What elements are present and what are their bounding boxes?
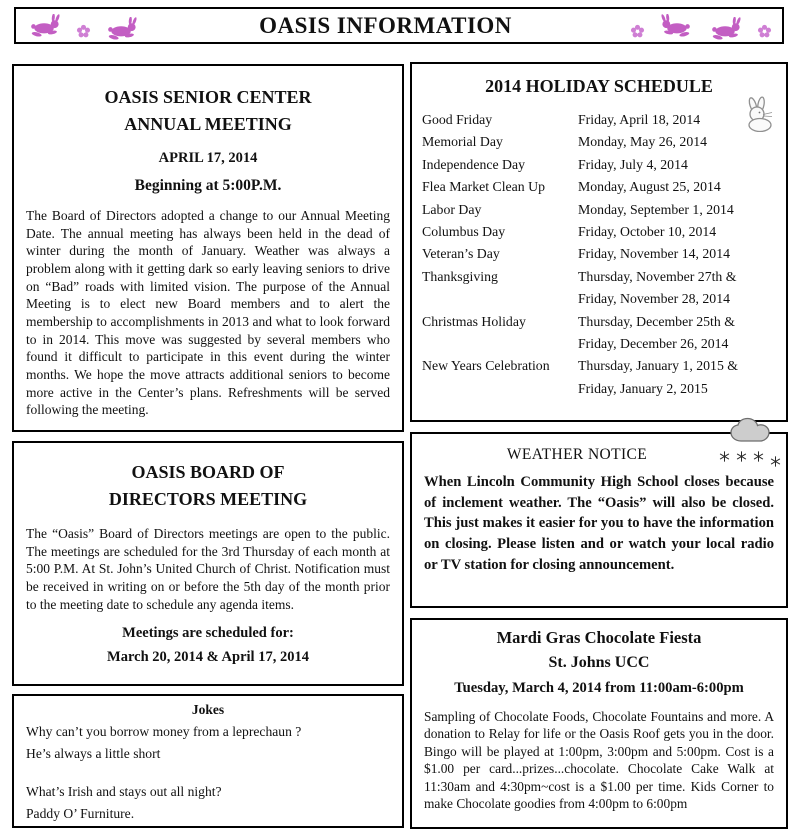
holiday-schedule-title: 2014 HOLIDAY SCHEDULE: [485, 76, 713, 96]
board-meeting-title-line2: DIRECTORS MEETING: [108, 489, 308, 509]
annual-meeting-time: Beginning at 5:00P.M.: [134, 177, 282, 194]
snow-cloud-icon: [714, 416, 786, 462]
annual-meeting-title-line1: OASIS SENIOR CENTER: [104, 87, 312, 107]
header-banner: [14, 7, 784, 44]
annual-meeting-body: The Board of Directors adopted a change to our Annual Meeting Date. The annual meeting has always been held in the dead of winter during the month of January. Weather was always a problem along with it getting dark so early leaving seniors to drive on “Bad” roads with limited vision. The purpose of the Annual Meeting is to elect new Board members and to alert the membership to accomplishments in 2013 and what to look forward to in 2014. This move was suggested by several members who found it difficult to participate in this event during the winter months. We hope the move attracts additional seniors to become more active in the Center’s plans. Refreshments will be served following the meeting.: [26, 208, 390, 418]
weather-notice-body: When Lincoln Community High School closes because of inclement weather. The “Oasis” will also be closed. This just makes it easier for you to have the information on closing. Please listen and or watch your local radio or TV station for closing announcement.: [424, 474, 774, 573]
board-meeting-schedule-dates: March 20, 2014 & April 17, 2014: [107, 649, 309, 666]
table-row: Christmas Holiday Thursday, December 25th & Friday, December 26, 2014: [422, 313, 735, 352]
rabbit-icon: [26, 14, 64, 38]
mardi-gras-section: [410, 618, 788, 829]
flower-icon: [76, 24, 91, 39]
annual-meeting-section: [12, 64, 404, 432]
header-right-decorations: [630, 14, 772, 38]
table-row: Labor Day Monday, September 1, 2014: [422, 201, 734, 217]
table-row: Independence Day Friday, July 4, 2014: [422, 156, 688, 172]
flower-icon: [630, 24, 645, 39]
snowflake-icon: [719, 451, 730, 462]
snowflake-icon: [770, 456, 781, 467]
table-row: Flea Market Clean Up Monday, August 25, 2014: [422, 179, 721, 195]
mardi-gras-body: Sampling of Chocolate Foods, Chocolate Fountains and more. A donation to Relay for life or the Oasis Roof gets you in the door. Bingo will be played at 1:00pm, 3:00pm and 5:00pm. Cost is a $1.00 per card...prizes...chocolate. Chocolate Cake Walk at 11:30am and 4:30pm~cost is a $1.00 per time. Kids Corner to make Chocolate goodies from 4:00pm to 6:00pm: [424, 709, 774, 812]
annual-meeting-date: APRIL 17, 2014: [158, 150, 258, 166]
table-row: Veteran’s Day Friday, November 14, 2014: [422, 246, 730, 262]
mardi-gras-datetime: Tuesday, March 4, 2014 from 11:00am-6:00pm: [454, 680, 744, 696]
joke-line: What’s Irish and stays out all night?: [26, 784, 222, 799]
board-meeting-title-line1: OASIS BOARD OF: [131, 462, 285, 482]
joke-line: He’s always a little short: [26, 746, 161, 761]
table-row: Memorial Day Monday, May 26, 2014: [422, 134, 708, 150]
weather-notice-title: WEATHER NOTICE: [506, 446, 648, 463]
holiday-schedule-table: [412, 109, 786, 400]
board-meeting-body: The “Oasis” Board of Directors meetings are open to the public. The meetings are scheduled for the 3rd Thursday of each month at 5:00 P.M. At St. John’s United Church of Christ. Notification must be received in writing on or before the 5th day of the month prior to the meeting date to schedule any agenda items.: [26, 526, 390, 612]
mardi-gras-venue: St. Johns UCC: [548, 654, 650, 671]
rabbit-icon: [103, 17, 141, 41]
snowflake-icon: [736, 451, 747, 462]
mardi-gras-title: Mardi Gras Chocolate Fiesta: [496, 628, 702, 647]
table-row: Columbus Day Friday, October 10, 2014: [422, 224, 717, 240]
joke-line: Why can’t you borrow money from a leprechaun ?: [26, 724, 302, 739]
table-row: Good Friday Friday, April 18, 2014: [422, 112, 701, 127]
bunny-icon: [738, 96, 778, 137]
board-meeting-section: [12, 441, 404, 686]
snowflakes: [714, 451, 786, 462]
page-title: OASIS INFORMATION: [259, 12, 512, 38]
board-meeting-schedule-label: Meetings are scheduled for:: [122, 625, 294, 642]
jokes-section: [12, 694, 404, 828]
table-row: New Years Celebration Thursday, January 1, 2015 & Friday, January 2, 2015: [422, 358, 739, 396]
jokes-title: Jokes: [191, 702, 225, 717]
header-left-decorations: [26, 14, 141, 38]
flower-icon: [757, 24, 772, 39]
snowflake-icon: [753, 451, 764, 462]
annual-meeting-title-line2: ANNUAL MEETING: [124, 114, 292, 134]
rabbit-icon: [657, 14, 695, 38]
table-row: Thanksgiving Thursday, November 27th & Friday, November 28, 2014: [422, 268, 737, 307]
joke-line: Paddy O’ Furniture.: [26, 806, 135, 821]
rabbit-icon: [707, 17, 745, 41]
holiday-schedule-section: [410, 62, 788, 422]
